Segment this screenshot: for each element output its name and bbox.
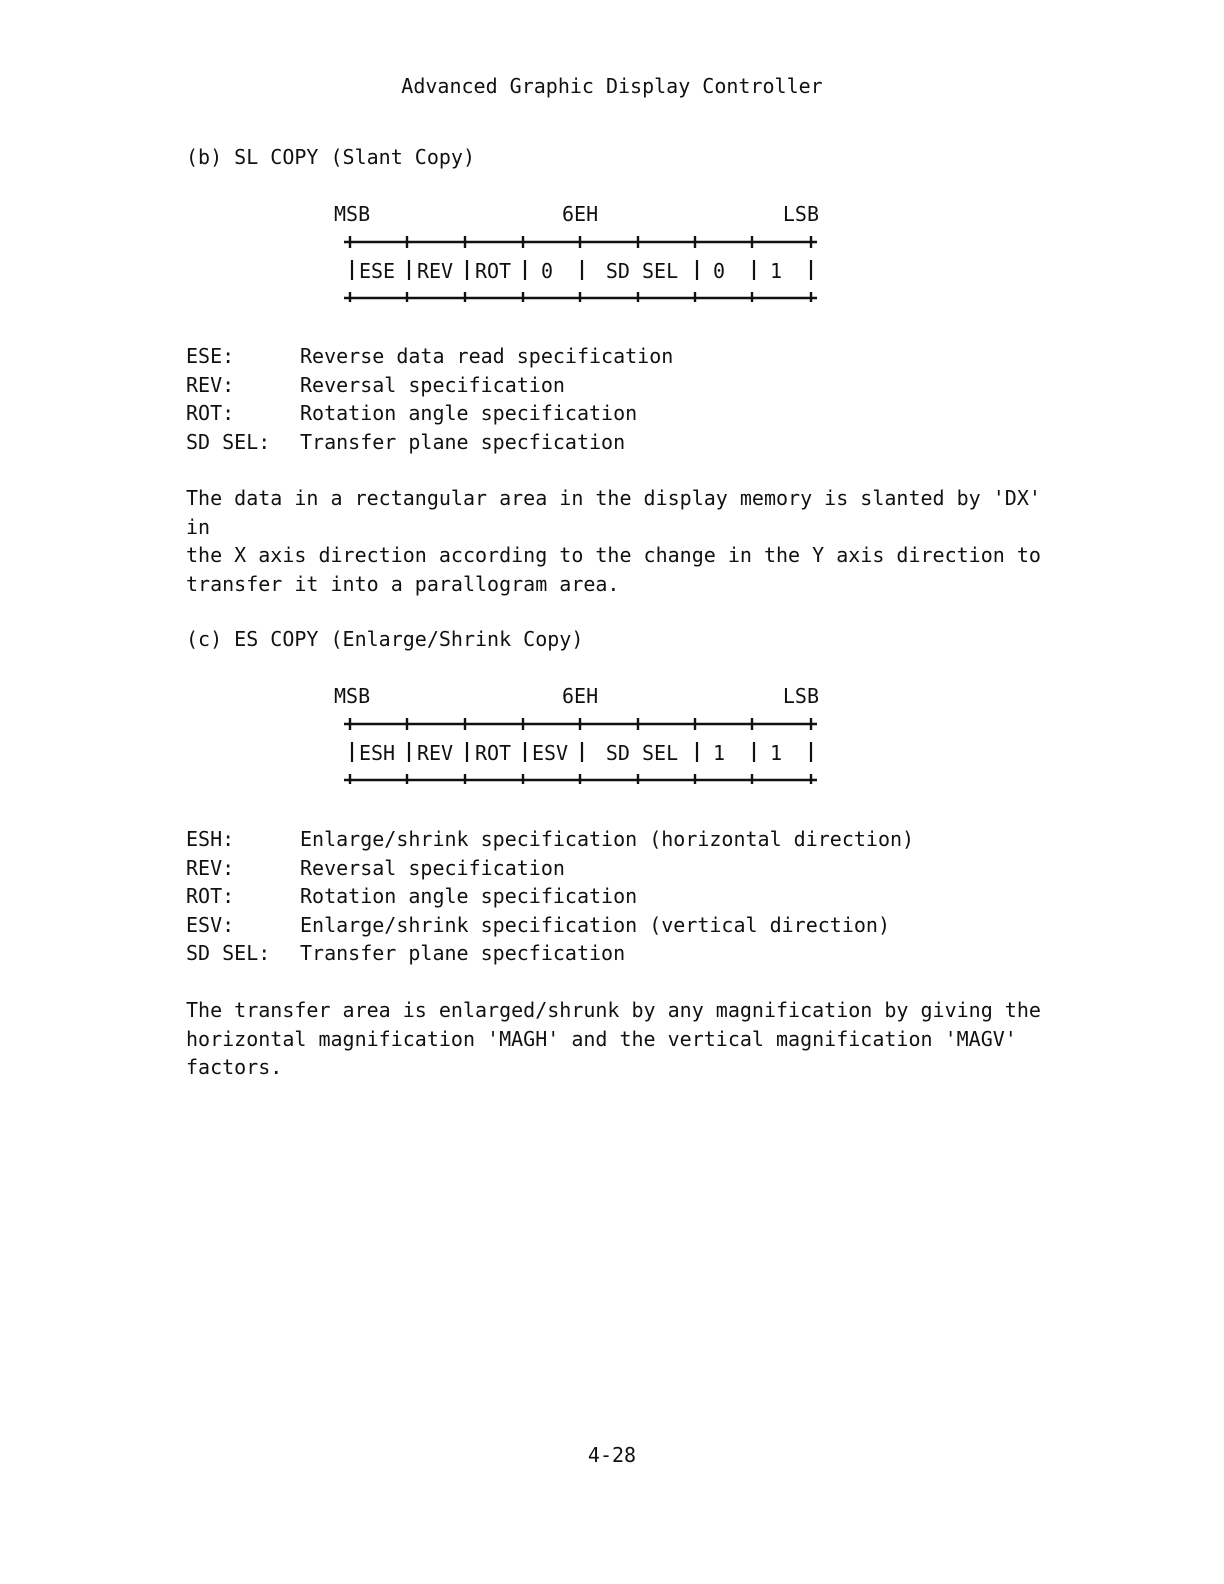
- register-field-bit7: ESH: [358, 741, 396, 765]
- definition-description: Enlarge/shrink specification (vertical direction): [300, 912, 891, 937]
- lsb-label: LSB: [782, 684, 819, 708]
- msb-label: MSB: [334, 684, 371, 708]
- section-b-register-diagram: [334, 200, 825, 283]
- section-c-heading: (c) ES COPY (Enlarge/Shrink Copy): [186, 627, 584, 651]
- register-field-bit6: REV: [416, 259, 454, 283]
- register-field-bit5: ROT: [474, 259, 512, 283]
- section-c-definitions: [186, 825, 914, 968]
- register-field-bit6: REV: [416, 741, 454, 765]
- section-b-definitions: [186, 342, 673, 456]
- register-bottom-border: [344, 292, 817, 302]
- definition-row: [186, 428, 673, 457]
- register-labels: [334, 682, 825, 710]
- lsb-label: LSB: [782, 202, 819, 226]
- definition-description: Transfer plane specfication: [300, 429, 626, 454]
- definition-row: [186, 371, 673, 400]
- page-header: Advanced Graphic Display Controller: [401, 74, 823, 98]
- definition-term: SD SEL:: [186, 429, 271, 454]
- register-field-bit1: 1: [712, 741, 726, 765]
- definition-description: Rotation angle specification: [300, 401, 638, 425]
- definition-row: [186, 825, 914, 854]
- definition-term: ROT:: [186, 884, 235, 908]
- register-fields: [340, 739, 825, 769]
- definition-row: [186, 342, 673, 371]
- msb-label: MSB: [334, 202, 371, 226]
- opcode-label: 6EH: [562, 684, 599, 708]
- definition-description: Reversal specification: [300, 855, 565, 880]
- register-field-bit0: 1: [769, 259, 783, 283]
- register-fields: [340, 257, 825, 287]
- register-labels: [334, 200, 825, 228]
- section-c-paragraph: The transfer area is enlarged/shrunk by any magnification by giving the horizontal magnification 'MAGH' and the vertical magnification 'MAGV' factors.: [186, 998, 1041, 1079]
- register-field-bit4: 0: [540, 259, 554, 283]
- register-bottom-border: [344, 774, 817, 784]
- definition-description: Transfer plane specfication: [300, 941, 626, 965]
- register-field-bits3-2: SD SEL: [605, 259, 679, 283]
- definition-term: ROT:: [186, 401, 235, 425]
- definition-term: ESV:: [186, 912, 235, 937]
- opcode-label: 6EH: [562, 202, 599, 226]
- register-field-bit1: 0: [712, 259, 726, 283]
- definition-description: Reverse data read specification: [300, 344, 674, 368]
- section-b-heading: (b) SL COPY (Slant Copy): [186, 145, 475, 169]
- register-top-border: [344, 718, 817, 730]
- definition-term: ESH:: [186, 827, 235, 851]
- definition-term: REV:: [186, 855, 235, 880]
- register-field-bits3-2: SD SEL: [605, 741, 679, 765]
- definition-term: REV:: [186, 372, 235, 397]
- definition-description: Rotation angle specification: [300, 884, 638, 908]
- register-top-border: [344, 236, 817, 248]
- section-b-paragraph: The data in a rectangular area in the display memory is slanted by 'DX' in the X axis direction according to the change in the Y axis direction to transfer it into a parallogram area.: [186, 486, 1041, 596]
- definition-row: [186, 911, 914, 940]
- register-field-bit7: ESE: [358, 259, 396, 283]
- register-field-bit0: 1: [769, 741, 783, 765]
- definition-term: ESE:: [186, 344, 235, 368]
- section-c-register-diagram: [334, 682, 825, 765]
- page-number: 4-28: [587, 1443, 637, 1467]
- definition-term: SD SEL:: [186, 941, 271, 965]
- definition-row: [186, 854, 914, 883]
- definition-description: Enlarge/shrink specification (horizontal direction): [300, 827, 915, 851]
- definition-row: [186, 939, 914, 968]
- register-field-bit5: ROT: [474, 741, 512, 765]
- definition-row: [186, 882, 914, 911]
- definition-description: Reversal specification: [300, 372, 565, 397]
- register-field-bit4: ESV: [531, 741, 569, 765]
- definition-row: [186, 399, 673, 428]
